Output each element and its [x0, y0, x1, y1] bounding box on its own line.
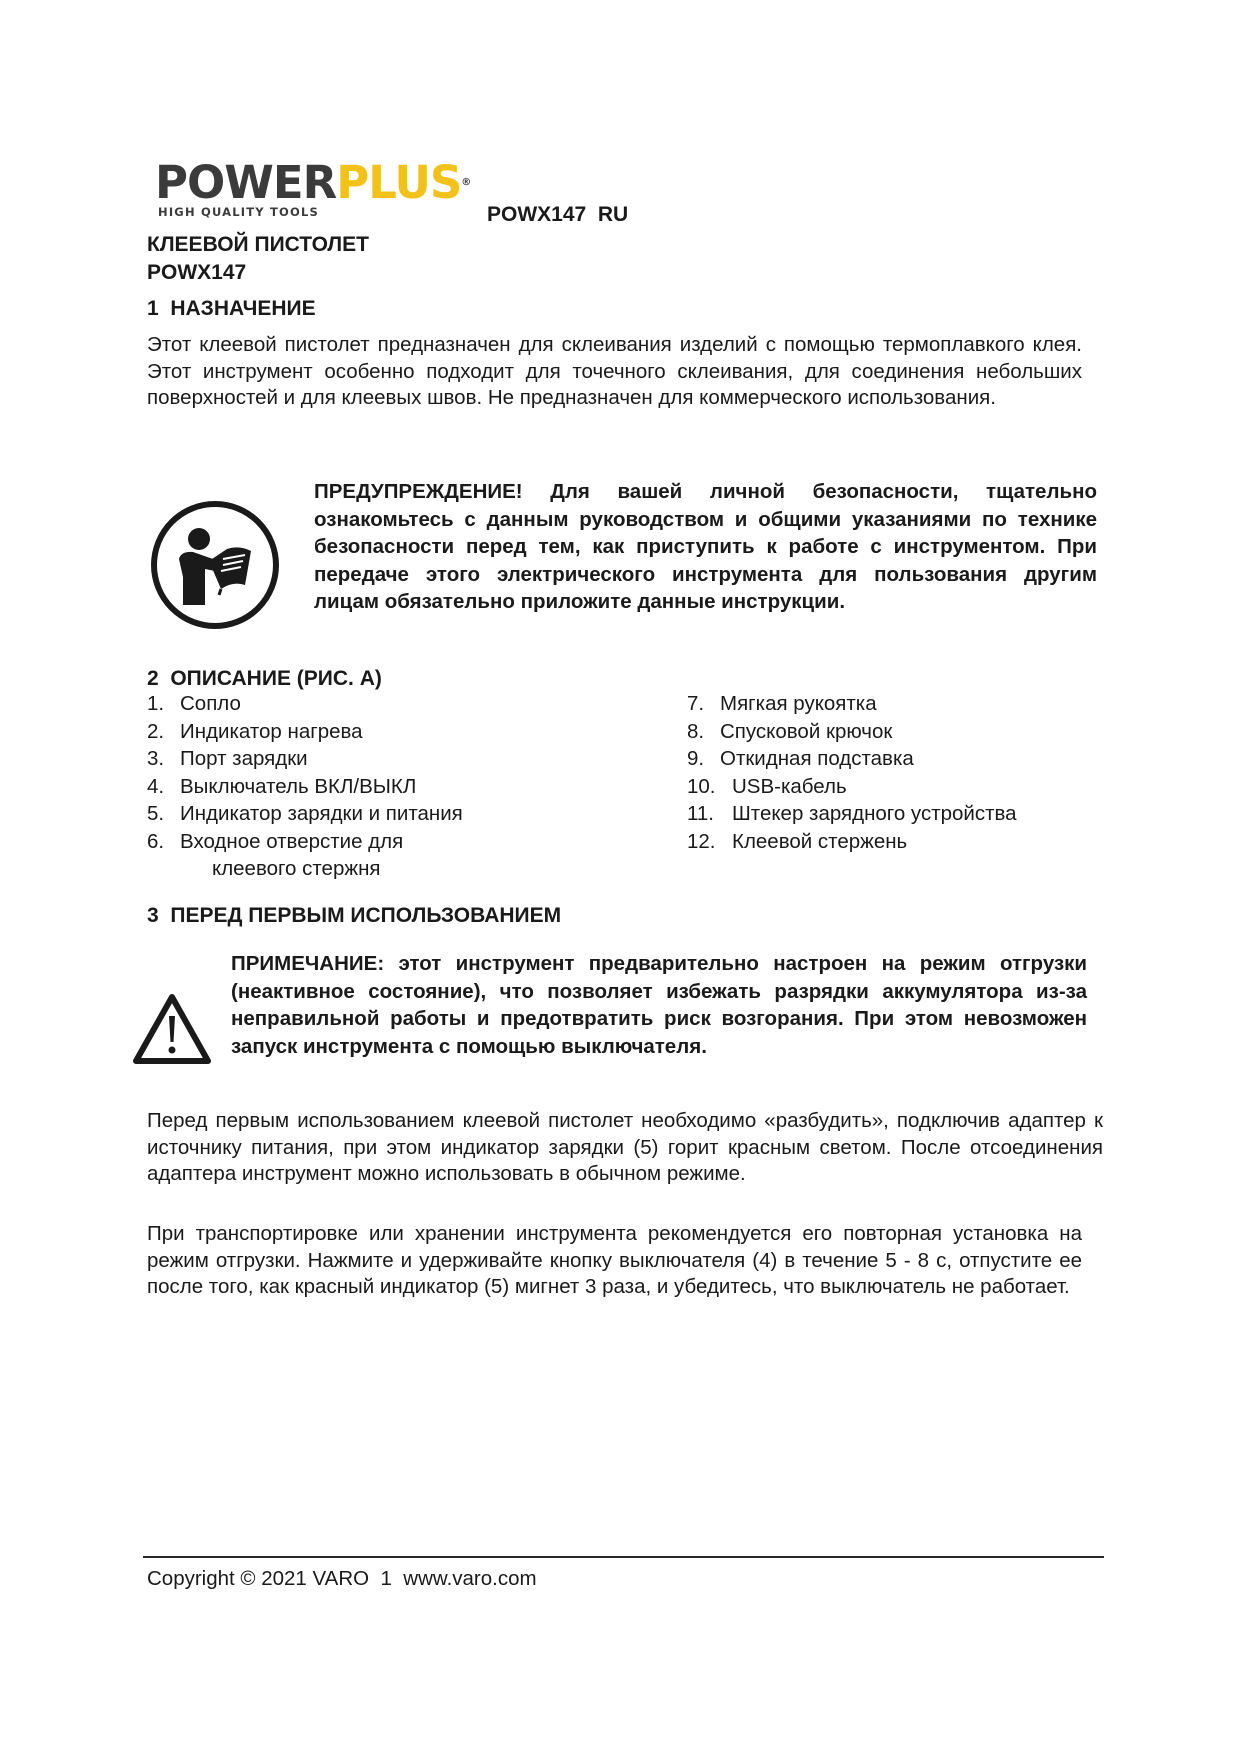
document-title — [147, 231, 369, 287]
item-number: 11. — [687, 802, 714, 825]
section-1-heading: 1 НАЗНАЧЕНИЕ — [147, 297, 316, 320]
item-number: 12. — [687, 829, 716, 853]
title-product: КЛЕЕВОЙ ПИСТОЛЕТ — [147, 233, 369, 256]
read-manual-icon — [149, 499, 281, 631]
item-number: 10. — [687, 774, 716, 798]
shipping-mode-note: ПРИМЕЧАНИЕ: этот инструмент предварительно настроен на режим отгрузки (неактивное состояние), что позволяет избежать разрядки аккумулятора из-за неправильной работы и предотвратить риск возгорания. При этом невозможен запуск инструмента с помощью выключателя. — [231, 952, 1087, 1058]
list-item — [147, 718, 667, 746]
logo-tagline: HIGH QUALITY TOOLS — [158, 205, 320, 219]
item-label: Штекер зарядного устройства — [732, 802, 1017, 825]
section-3-paragraph-2: При транспортировке или хранении инструмента рекомендуется его повторная установка на режим отгрузки. Нажмите и удерживайте кнопку выключателя (4) в течение 5 - 8 с, отпустите ее после того, как красный индикатор (5) мигнет 3 раза, и убедитесь, что выключатель не работает. — [147, 1222, 1082, 1298]
list-item — [687, 828, 1127, 856]
logo-power-text: POWER — [155, 156, 337, 209]
item-label: Откидная подставка — [720, 747, 914, 770]
item-label: Спусковой крючок — [720, 719, 893, 743]
section-2-heading: 2 ОПИСАНИЕ (РИС. А) — [147, 667, 382, 690]
logo-wordmark — [155, 156, 471, 209]
list-item — [687, 718, 1127, 746]
item-number: 6. — [147, 829, 165, 853]
logo-plus-text: PLUS — [336, 156, 462, 209]
item-label: Мягкая рукоятка — [720, 692, 877, 715]
item-number: 7. — [687, 692, 705, 715]
list-item — [147, 745, 667, 773]
list-item — [687, 745, 1127, 773]
item-label: Выключатель ВКЛ/ВЫКЛ — [180, 774, 417, 798]
title-model: POWX147 — [147, 261, 247, 284]
item-number: 1. — [147, 692, 165, 715]
item-number: 5. — [147, 802, 165, 825]
list-item-continuation: клеевого стержня — [212, 857, 381, 880]
item-number: 2. — [147, 719, 165, 743]
parts-list-left — [147, 690, 667, 883]
list-item — [147, 800, 667, 828]
list-item — [147, 690, 667, 718]
model-code: POWX147 RU — [487, 203, 629, 226]
item-label: USB-кабель — [732, 774, 847, 798]
section-3-heading: 3 ПЕРЕД ПЕРВЫМ ИСПОЛЬЗОВАНИЕМ — [147, 904, 562, 927]
item-label: Порт зарядки — [180, 747, 308, 770]
item-number: 3. — [147, 747, 165, 770]
warning-triangle-icon — [131, 992, 213, 1066]
safety-warning-text: ПРЕДУПРЕЖДЕНИЕ! Для вашей личной безопасности, тщательно ознакомьтесь с данным руководством и общими указаниями по технике безопасности перед тем, как приступить к работе с инструментом. При передаче этого электрического инструмента для пользования другим лицам обязательно приложите данные инструкции. — [314, 480, 1097, 613]
list-item — [687, 773, 1127, 801]
item-label: Клеевой стержень — [732, 829, 908, 853]
logo-registered-mark: ® — [461, 177, 471, 188]
item-number: 4. — [147, 774, 165, 798]
section-1-paragraph: Этот клеевой пистолет предназначен для склеивания изделий с помощью термоплавкого клея. Этот инструмент особенно подходит для точечного склеивания, для соединения небольших поверхностей и для клеевых швов. Не предназначен для коммерческого использования. — [147, 333, 1082, 409]
item-number: 9. — [687, 747, 705, 770]
item-label: Индикатор нагрева — [180, 719, 363, 743]
parts-list-right — [687, 690, 1127, 855]
list-item — [147, 828, 667, 856]
powerplus-logo — [155, 156, 475, 222]
section-3-paragraph-1: Перед первым использованием клеевой пистолет необходимо «разбудить», подключив адаптер к источнику питания, при этом индикатор зарядки (5) горит красным светом. После отсоединения адаптера инструмент можно использовать в обычном режиме. — [147, 1109, 1103, 1185]
item-label: Индикатор зарядки и питания — [180, 802, 463, 825]
list-item — [687, 800, 1127, 828]
item-label: Сопло — [180, 692, 241, 715]
list-item — [687, 690, 1127, 718]
footer-divider — [143, 1556, 1104, 1558]
item-label: Входное отверстие для — [180, 829, 404, 853]
item-number: 8. — [687, 719, 705, 743]
list-item — [147, 773, 667, 801]
footer-copyright: Copyright © 2021 VARO 1 www.varo.com — [147, 1567, 537, 1590]
